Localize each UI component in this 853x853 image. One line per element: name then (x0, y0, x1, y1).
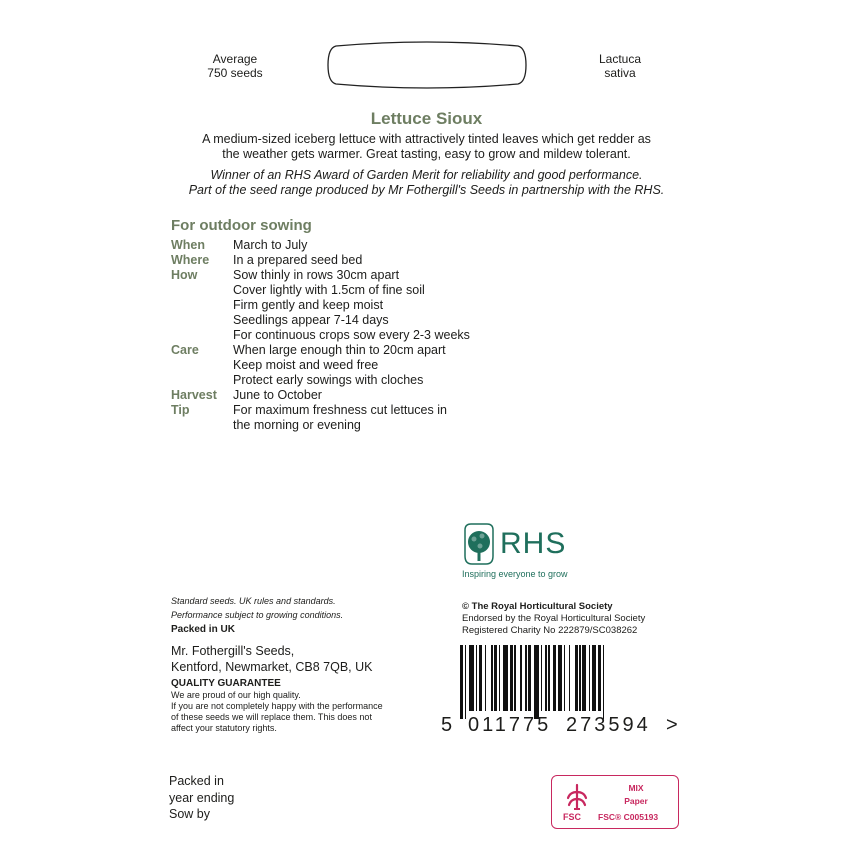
barcode-bar (598, 645, 601, 711)
barcode-bar (553, 645, 556, 711)
sowing-row (171, 343, 470, 388)
barcode-bar (494, 645, 497, 711)
rhs-tree-icon (462, 522, 496, 568)
sowing-row-text (233, 238, 307, 253)
barcode-bar (514, 645, 516, 711)
sowing-row-label: Tip (171, 403, 190, 417)
product-title: Lettuce Sioux (370, 109, 483, 128)
barcode-bar (465, 645, 467, 719)
barcode-bar (485, 645, 487, 711)
address: Mr. Fothergill's Seeds, Kentford, Newmarket, CB8 7QB, UK (171, 644, 373, 674)
fsc-logo (551, 775, 679, 829)
fsc-paper: Paper (624, 796, 648, 806)
sowing-row-label: Harvest (171, 388, 217, 402)
sowing-line: March to July (233, 238, 308, 252)
guarantee-line: If you are not completely happy with the performance (171, 701, 383, 711)
sowing-line: When large enough thin to 20cm apart (233, 343, 446, 357)
sowing-row (171, 388, 470, 403)
sowing-line: the morning or evening (233, 418, 361, 432)
fsc-tree-icon (562, 782, 592, 812)
rhs-info: © The Royal Horticultural Society Endorsed by the Royal Horticultural Society Registered Charity No 222879/SC038262 (462, 601, 646, 636)
barcode-bar (503, 645, 508, 711)
barcode-bar (476, 645, 478, 711)
latin-name: Lactuca sativa (598, 52, 642, 80)
sowing-line: For maximum freshness cut lettuces in (233, 403, 447, 417)
sowing-row-label: When (171, 238, 206, 252)
barcode-bar (582, 645, 585, 711)
sowing-row (171, 238, 470, 253)
barcode-bar (589, 645, 591, 711)
sowing-line: In a prepared seed bed (233, 253, 363, 267)
description: A medium-sized iceberg lettuce with attractively tinted leaves which get redder as the weather gets warmer. Great tasting, easy to grow and mildew tolerant. (202, 132, 651, 161)
barcode-bar (460, 645, 463, 719)
guarantee-line: affect your statutory rights. (171, 723, 277, 733)
barcode-bar (564, 645, 566, 711)
sowing-row-label: Where (171, 253, 210, 267)
seed-window (326, 40, 528, 90)
packed-in-uk: Packed in UK (171, 624, 235, 635)
barcode-bar (545, 645, 547, 711)
barcode-bar (491, 645, 493, 711)
barcode-bar (579, 645, 581, 711)
packed-in-block: Packed in year ending Sow by (169, 774, 235, 821)
barcode-bar (548, 645, 550, 711)
barcode-bar (520, 645, 522, 711)
sowing-row-text (233, 343, 446, 388)
rhs-logo-text: RHS (500, 527, 567, 560)
sowing-line: Firm gently and keep moist (233, 298, 384, 312)
barcode-bar (541, 645, 543, 711)
sowing-row-text (233, 388, 322, 403)
sowing-row (171, 403, 470, 433)
sowing-row (171, 268, 470, 343)
sowing-row-text (233, 403, 447, 433)
sowing-row-label: How (171, 268, 198, 282)
fsc-code: FSC® C005193 (598, 812, 659, 822)
sowing-row-label: Care (171, 343, 199, 357)
sowing-line: Keep moist and weed free (233, 358, 379, 372)
barcode-group2: 273594 (566, 714, 651, 736)
barcode (460, 645, 675, 713)
barcode-bar (575, 645, 578, 711)
guarantee-line: We are proud of our high quality. (171, 690, 301, 700)
sowing-line: Protect early sowings with cloches (233, 373, 424, 387)
barcode-group1: 011775 (468, 714, 552, 736)
award-text: Winner of an RHS Award of Garden Merit for reliability and good performance. Part of the seed range produced by Mr Fothergill's Seeds in partnership with the RHS. (188, 168, 665, 197)
sowing-line: Seedlings appear 7-14 days (233, 313, 389, 327)
barcode-bar (525, 645, 527, 711)
sowing-line: For continuous crops sow every 2-3 weeks (233, 328, 470, 342)
sowing-row-text (233, 268, 470, 343)
barcode-bar (510, 645, 513, 711)
sowing-table (171, 238, 470, 433)
standards-line2: Performance subject to growing conditions. (171, 610, 344, 620)
sowing-line: Sow thinly in rows 30cm apart (233, 268, 400, 282)
sowing-line: June to October (233, 388, 322, 402)
guarantee-text (171, 690, 383, 734)
barcode-bar (528, 645, 531, 711)
barcode-end-mark: > (666, 714, 678, 736)
fsc-logo-text: FSC (563, 812, 581, 822)
barcode-bar (469, 645, 474, 711)
barcode-bar (558, 645, 563, 711)
barcode-bar (603, 645, 605, 719)
barcode-bar (499, 645, 501, 711)
sowing-line: Cover lightly with 1.5cm of fine soil (233, 283, 425, 297)
fsc-mix: MIX (628, 783, 644, 793)
barcode-first-digit: 5 (441, 714, 453, 736)
sowing-row (171, 253, 470, 268)
standards-line1: Standard seeds. UK rules and standards. (171, 596, 336, 606)
guarantee-line: of these seeds we will replace them. This does not (171, 712, 372, 722)
guarantee-heading: QUALITY GUARANTEE (171, 678, 281, 689)
barcode-bar (569, 645, 571, 711)
barcode-bar (479, 645, 482, 711)
seed-count: Average 750 seeds (207, 52, 263, 80)
barcode-bar (592, 645, 597, 711)
barcode-bar (534, 645, 539, 719)
sowing-heading: For outdoor sowing (171, 217, 312, 234)
sowing-row-text (233, 253, 362, 268)
rhs-tagline: Inspiring everyone to grow (462, 569, 568, 579)
